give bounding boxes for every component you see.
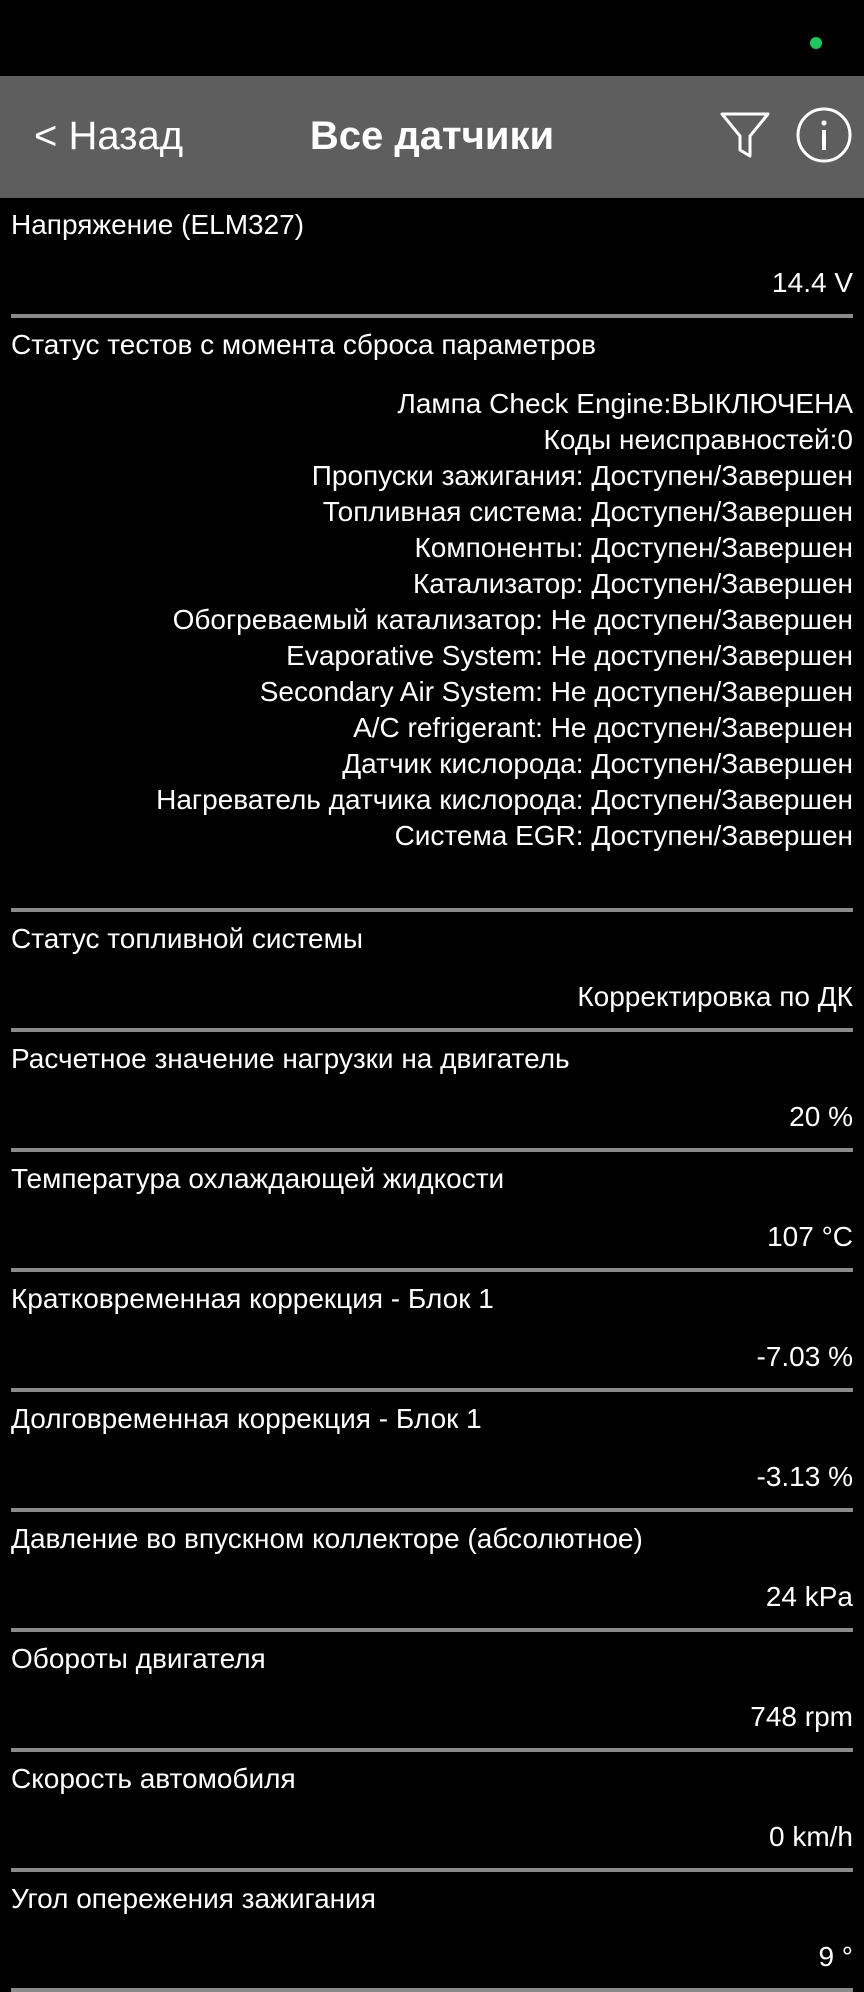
sensor-value-line: Evaporative System: Не доступен/Завершен bbox=[286, 640, 853, 671]
sensor-row[interactable] bbox=[11, 198, 853, 318]
sensor-value-line: Лампа Check Engine:ВЫКЛЮЧЕНА bbox=[397, 388, 853, 419]
sensor-row[interactable] bbox=[11, 1152, 853, 1272]
sensor-label: Статус тестов с момента сброса параметров bbox=[11, 329, 597, 360]
sensor-row[interactable] bbox=[11, 1872, 853, 1992]
sensor-multiline-value bbox=[11, 364, 853, 908]
sensor-value-line: Пропуски зажигания: Доступен/Завершен bbox=[311, 460, 853, 491]
sensor-row[interactable] bbox=[11, 318, 853, 912]
sensor-value: 0 km/h bbox=[768, 1821, 853, 1852]
sensor-value-line: Обогреваемый катализатор: Не доступен/Завершен bbox=[172, 604, 853, 635]
sensor-label: Давление во впускном коллекторе (абсолютное) bbox=[11, 1523, 643, 1554]
sensor-row[interactable] bbox=[11, 1752, 853, 1872]
app-header bbox=[0, 76, 864, 198]
sensor-value: 20 % bbox=[789, 1101, 853, 1132]
sensor-row[interactable] bbox=[11, 1512, 853, 1632]
sensor-value-line: Компоненты: Доступен/Завершен bbox=[414, 532, 853, 563]
sensor-row[interactable] bbox=[11, 912, 853, 1032]
sensor-value-line: Нагреватель датчика кислорода: Доступен/Завершен bbox=[156, 784, 853, 815]
info-icon[interactable] bbox=[795, 106, 853, 164]
back-button[interactable]: < Назад bbox=[34, 114, 184, 158]
sensor-value-line: Secondary Air System: Не доступен/Завершен bbox=[259, 676, 853, 707]
sensor-value: 748 rpm bbox=[750, 1701, 853, 1732]
sensor-label: Температура охлаждающей жидкости bbox=[11, 1163, 505, 1194]
sensor-row[interactable] bbox=[11, 1272, 853, 1392]
filter-icon[interactable] bbox=[716, 106, 774, 164]
sensor-value: -3.13 % bbox=[756, 1461, 853, 1492]
sensor-row[interactable] bbox=[11, 1032, 853, 1152]
sensor-label: Расчетное значение нагрузки на двигатель bbox=[11, 1043, 570, 1074]
sensor-label: Напряжение (ELM327) bbox=[11, 209, 305, 240]
sensor-value: 14.4 V bbox=[772, 267, 853, 298]
sensor-value: Корректировка по ДК bbox=[577, 981, 853, 1012]
sensor-label: Долговременная коррекция - Блок 1 bbox=[11, 1403, 482, 1434]
sensor-label: Скорость автомобиля bbox=[11, 1763, 296, 1794]
sensor-row[interactable] bbox=[11, 1632, 853, 1752]
page-title: Все датчики bbox=[309, 114, 555, 158]
sensor-value-line: Катализатор: Доступен/Завершен bbox=[413, 568, 853, 599]
status-bar bbox=[0, 0, 864, 76]
sensor-value: 9 ° bbox=[818, 1941, 853, 1972]
status-dot bbox=[810, 37, 822, 49]
sensor-value: 24 kPa bbox=[765, 1581, 853, 1612]
sensor-row[interactable] bbox=[11, 1392, 853, 1512]
sensor-value-line: Датчик кислорода: Доступен/Завершен bbox=[342, 748, 853, 779]
sensor-value: -7.03 % bbox=[756, 1341, 853, 1372]
sensor-value-line: A/C refrigerant: Не доступен/Завершен bbox=[353, 712, 853, 743]
sensor-value-line: Топливная система: Доступен/Завершен bbox=[322, 496, 853, 527]
sensor-label: Кратковременная коррекция - Блок 1 bbox=[11, 1283, 494, 1314]
sensor-label: Обороты двигателя bbox=[11, 1643, 266, 1674]
sensor-list bbox=[0, 198, 864, 1992]
sensor-value: 107 °C bbox=[767, 1221, 853, 1252]
sensor-value-line: Система EGR: Доступен/Завершен bbox=[394, 820, 853, 851]
sensor-label: Статус топливной системы bbox=[11, 923, 363, 954]
sensor-label: Угол опережения зажигания bbox=[11, 1883, 376, 1914]
sensor-value-line: Коды неисправностей:0 bbox=[543, 424, 853, 455]
